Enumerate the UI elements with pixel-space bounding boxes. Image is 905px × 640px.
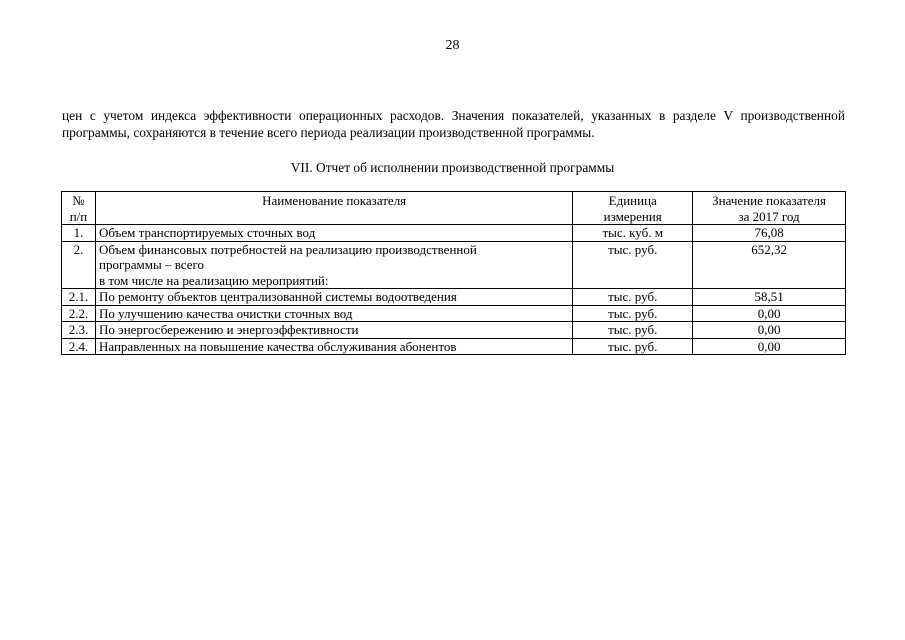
- row-value: 0,00: [693, 305, 846, 322]
- row-number: 2.2.: [62, 305, 96, 322]
- row-number: 2.: [62, 241, 96, 289]
- row-value: 76,08: [693, 225, 846, 242]
- row-unit: тыс. руб.: [573, 322, 693, 339]
- row-name: По ремонту объектов централизованной системы водоотведения: [95, 289, 572, 306]
- table-row: [62, 338, 846, 355]
- table-row: [62, 305, 846, 322]
- header-unit-line1: Единица: [608, 193, 657, 208]
- row-number: 2.1.: [62, 289, 96, 306]
- header-value-line2: за 2017 год: [738, 208, 800, 224]
- row-name-line1: Объем финансовых потребностей на реализацию производственной: [98, 241, 477, 257]
- row-value: 0,00: [693, 338, 846, 355]
- row-value: 652,32: [693, 241, 846, 289]
- header-unit-line2: измерения: [603, 208, 662, 224]
- body-paragraph: цен с учетом индекса эффективности операционных расходов. Значения показателей, указанных в разделе V производственной программы, сохраняются в течение всего периода реализации производственной программы.: [62, 108, 845, 140]
- header-value-line1: Значение показателя: [712, 193, 826, 208]
- row-value: 58,51: [693, 289, 846, 306]
- row-name: Объем транспортируемых сточных вод: [95, 225, 572, 242]
- row-unit: тыс. руб.: [573, 241, 693, 289]
- table-row: [62, 225, 846, 242]
- row-number: 2.4.: [62, 338, 96, 355]
- header-value: [693, 192, 846, 225]
- section-title: VII. Отчет об исполнении производственной программы: [290, 160, 615, 175]
- header-number-line1: №: [72, 193, 85, 208]
- row-unit: тыс. руб.: [573, 305, 693, 322]
- row-unit: тыс. руб.: [573, 289, 693, 306]
- page-number: 28: [445, 38, 460, 53]
- table-row: [62, 322, 846, 339]
- row-unit: тыс. куб. м: [573, 225, 693, 242]
- header-unit: [573, 192, 693, 225]
- row-number: 2.3.: [62, 322, 96, 339]
- header-number: [62, 192, 96, 225]
- row-value: 0,00: [693, 322, 846, 339]
- row-name-line2: программы – всего: [98, 257, 204, 272]
- header-number-line2: п/п: [69, 208, 88, 224]
- row-number: 1.: [62, 225, 96, 242]
- table-row: [62, 289, 846, 306]
- table-row: [62, 241, 846, 289]
- row-name: По энергосбережению и энергоэффективности: [95, 322, 572, 339]
- row-name: Направленных на повышение качества обслуживания абонентов: [95, 338, 572, 355]
- row-name: [95, 241, 572, 289]
- row-name: По улучшению качества очистки сточных вод: [95, 305, 572, 322]
- row-unit: тыс. руб.: [573, 338, 693, 355]
- report-table: [61, 191, 846, 355]
- table-header-row: [62, 192, 846, 225]
- header-name: Наименование показателя: [95, 192, 572, 225]
- row-name-line3: в том числе на реализацию мероприятий:: [98, 272, 329, 288]
